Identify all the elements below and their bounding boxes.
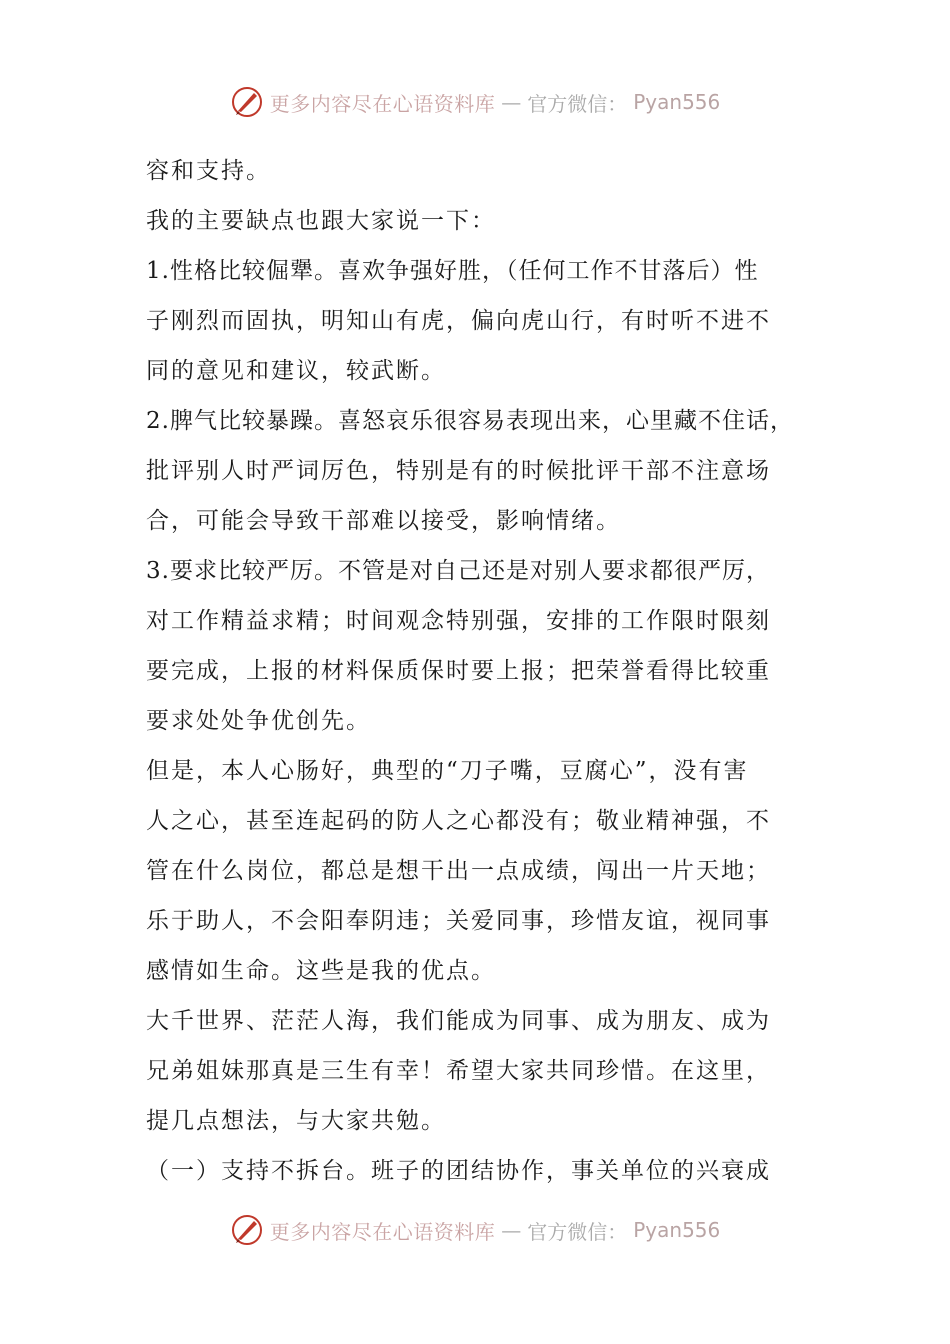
- banner-wechat-id: Pyan556: [633, 90, 721, 114]
- text-line: 1.性格比较倔犟。喜欢争强好胜，（任何工作不甘落后）性: [146, 258, 759, 284]
- text-line: 感情如生命。这些是我的优点。: [146, 958, 496, 984]
- banner-separator: —: [501, 90, 522, 114]
- banner-main-text: 更多内容尽在心语资料库: [269, 91, 496, 116]
- quill-logo-icon: [230, 1213, 264, 1247]
- quill-logo-icon: [230, 85, 264, 119]
- text-line: 提几点想法，与大家共勉。: [146, 1108, 446, 1134]
- text-line: 3.要求比较严厉。不管是对自己还是对别人要求都很严厉，: [146, 558, 770, 584]
- text-line: 管在什么岗位，都总是想干出一点成绩，闯出一片天地；: [146, 858, 771, 884]
- text-line: （一）支持不拆台。班子的团结协作，事关单位的兴衰成: [146, 1158, 771, 1184]
- text-line: 容和支持。: [146, 158, 271, 184]
- text-line: 2.脾气比较暴躁。喜怒哀乐很容易表现出来，心里藏不住话，: [146, 408, 794, 434]
- text-line: 要求处处争优创先。: [146, 708, 371, 734]
- header-watermark-banner: [0, 82, 950, 122]
- text-line: 对工作精益求精；时间观念特别强，安排的工作限时限刻: [146, 608, 771, 634]
- banner-separator: —: [501, 1218, 522, 1242]
- banner-wechat-id: Pyan556: [633, 1218, 721, 1242]
- footer-watermark-banner: [0, 1210, 950, 1250]
- banner-sub-text: 官方微信：: [527, 1219, 628, 1244]
- text-line: 要完成，上报的材料保质保时要上报；把荣誉看得比较重: [146, 658, 771, 684]
- text-line: 乐于助人，不会阳奉阴违；关爱同事，珍惜友谊，视同事: [146, 908, 771, 934]
- text-line: 但是，本人心肠好，典型的“刀子嘴，豆腐心”，没有害: [146, 758, 749, 784]
- text-line: 合，可能会导致干部难以接受，影响情绪。: [146, 508, 621, 534]
- text-line: 大千世界、茫茫人海，我们能成为同事、成为朋友、成为: [146, 1008, 771, 1034]
- text-line: 批评别人时严词厉色，特别是有的时候批评干部不注意场: [146, 458, 771, 484]
- text-line: 我的主要缺点也跟大家说一下：: [146, 208, 496, 234]
- text-line: 人之心，甚至连起码的防人之心都没有；敬业精神强，不: [146, 808, 771, 834]
- banner-sub-text: 官方微信：: [527, 91, 628, 116]
- text-line: 同的意见和建议，较武断。: [146, 358, 446, 384]
- text-line: 子刚烈而固执，明知山有虎，偏向虎山行，有时听不进不: [146, 308, 771, 334]
- document-body: [146, 146, 812, 1196]
- banner-main-text: 更多内容尽在心语资料库: [269, 1219, 496, 1244]
- text-line: 兄弟姐妹那真是三生有幸！希望大家共同珍惜。在这里，: [146, 1058, 771, 1084]
